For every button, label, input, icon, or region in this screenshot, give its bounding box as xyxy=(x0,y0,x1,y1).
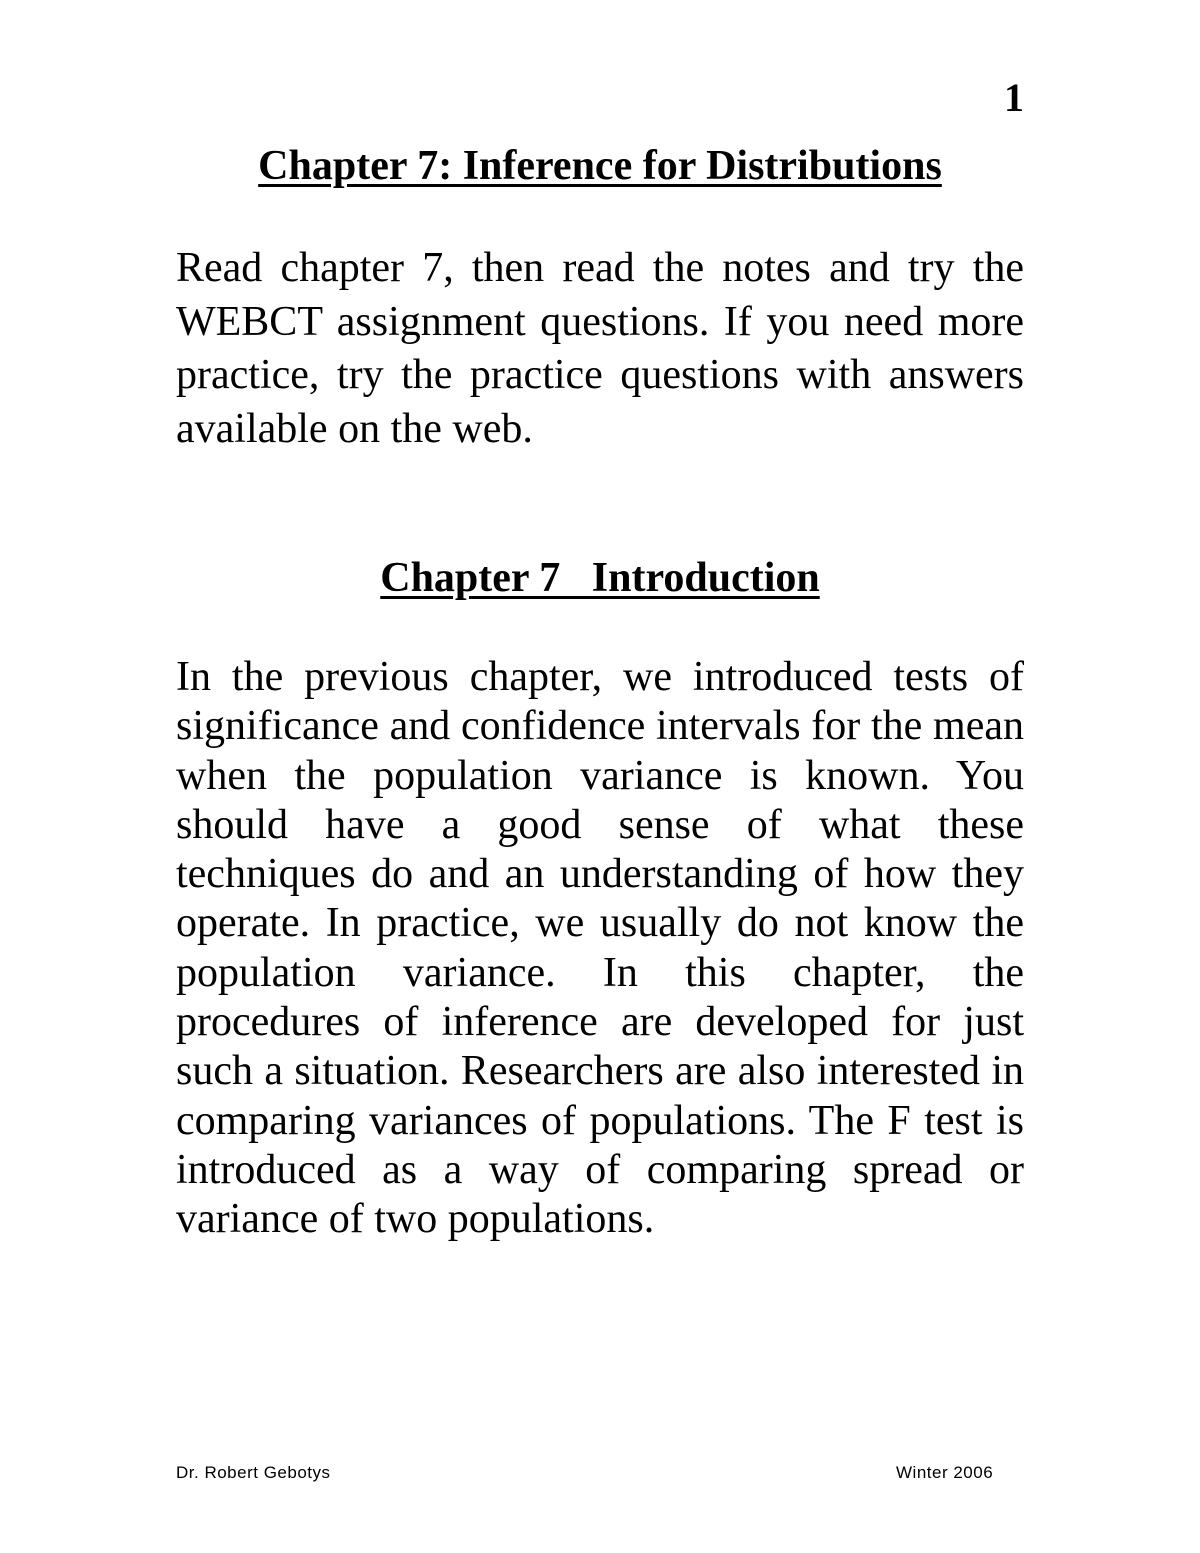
section-heading-text: Chapter 7 Introduction xyxy=(380,555,820,601)
reading-instructions-paragraph: Read chapter 7, then read the notes and try the WEBCT assignment questions. If you need more practice, try the practice questions with answers available on the web. xyxy=(176,245,1024,452)
chapter-title-text: Chapter 7: Inference for Distributions xyxy=(258,143,942,189)
footer-term: Winter 2006 xyxy=(896,1463,994,1482)
introduction-paragraph: In the previous chapter, we introduced tests of significance and confidence intervals for the mean when the population variance is known. You should have a good sense of what these techniques do and an understanding of how they operate. In practice, we usually do not know the population variance. In this chapter, the procedures of inference are developed for just such a situation. Researchers are also interested in comparing variances of populations. The F test is introduced as a way of comparing spread or variance of two populations. xyxy=(176,654,1024,1243)
chapter-title xyxy=(0,142,1200,190)
footer-author: Dr. Robert Gebotys xyxy=(176,1463,331,1482)
section-heading-introduction xyxy=(0,554,1200,602)
page-number: 1 xyxy=(1004,75,1024,120)
